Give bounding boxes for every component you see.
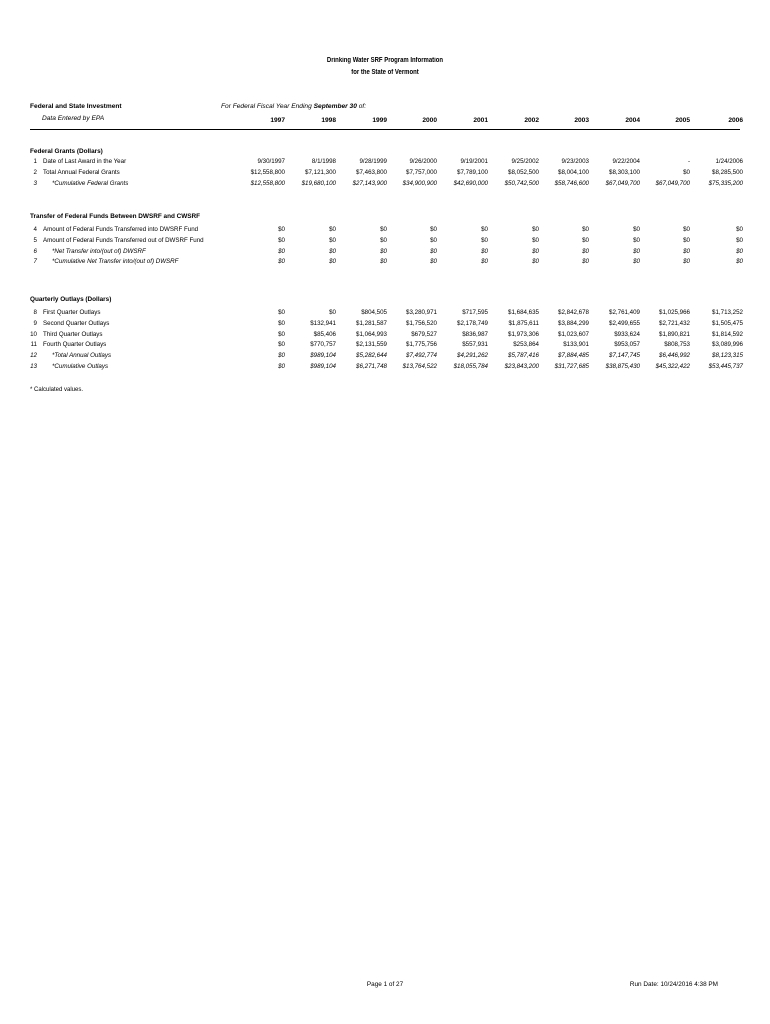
table-cell: $0 [532,226,539,233]
page-number: Page 1 of 27 [366,981,404,988]
table-cell: $0 [278,341,285,349]
year-header-4: 2001 [473,117,488,124]
table-cell: $1,775,756 [406,341,437,349]
table-cell: $0 [380,226,387,233]
ffy-prefix: For Federal Fiscal Year Ending [221,103,312,110]
row-number: 3 [33,179,37,187]
row-label: First Quarter Outlays [43,309,101,316]
table-cell: $0 [278,352,285,360]
table-cell: $2,761,409 [609,309,640,316]
table-cell: $0 [633,247,640,255]
fiscal-year-caption [221,101,366,113]
table-row [0,257,770,267]
table-cell: $0 [278,363,285,370]
table-cell: 9/30/1997 [257,158,285,165]
row-number: 12 [30,352,37,360]
row-number: 8 [33,309,37,316]
table-cell: $0 [278,247,285,255]
table-row [0,330,770,340]
year-header-9: 2006 [728,117,743,124]
table-cell: $6,446,992 [659,352,690,360]
table-cell: $132,941 [310,319,336,327]
table-cell: $7,492,774 [406,352,437,360]
table-cell: $8,123,315 [712,352,743,360]
table-cell: $804,505 [361,309,387,316]
table-row [0,225,770,235]
table-cell: $989,104 [310,352,336,360]
row-label: Fourth Quarter Outlays [43,341,107,349]
table-cell: $0 [430,236,437,244]
table-cell: $4,291,262 [457,352,488,360]
table-cell: $1,756,520 [406,319,437,327]
table-cell: $0 [329,247,336,255]
table-cell: $0 [380,236,387,244]
table-cell: $1,973,306 [508,330,539,338]
table-cell: $1,505,475 [712,319,743,327]
table-row [0,179,770,189]
table-cell: $1,064,993 [356,330,387,338]
row-number: 2 [33,168,37,176]
table-cell: $5,282,644 [356,352,387,360]
row-number: 13 [30,363,37,370]
table-cell: $85,406 [313,330,336,338]
table-cell: $3,884,299 [558,319,589,327]
year-header-7: 2004 [625,117,640,124]
table-cell: $1,281,587 [356,319,387,327]
table-cell: $1,875,611 [508,319,539,327]
table-cell: $0 [683,168,690,176]
table-cell: $0 [481,258,488,266]
table-cell: $7,789,100 [457,168,488,176]
row-number: 5 [33,236,37,244]
table-cell: $0 [532,236,539,244]
row-number: 4 [33,226,37,233]
table-cell: 9/28/1999 [359,158,387,165]
row-label: *Cumulative Outlays [52,363,109,370]
row-label: *Net Transfer into/(out of) DWSRF [52,247,146,255]
table-cell: $58,746,600 [554,179,589,187]
year-header-8: 2005 [675,117,690,124]
table-cell: $0 [278,319,285,327]
table-cell: $2,499,655 [609,319,640,327]
table-cell: $6,271,748 [356,363,387,370]
ffy-suffix: of: [358,103,367,110]
table-cell: $989,104 [310,363,336,370]
table-cell: $0 [736,226,743,233]
table-cell: $717,595 [462,309,488,316]
row-label: *Cumulative Net Transfer into/(out of) DWSRF [52,258,179,266]
table-cell: $1,890,821 [659,330,690,338]
table-cell: $67,049,700 [655,179,690,187]
table-cell: $5,787,416 [508,352,539,360]
table-cell: 8/1/1998 [311,158,336,165]
table-row [0,236,770,246]
row-number: 7 [33,258,37,266]
table-row [0,168,770,178]
table-cell: $8,285,500 [712,168,743,176]
table-cell: $0 [582,258,589,266]
table-cell: $1,025,966 [659,309,690,316]
section-title: Quarterly Outlays (Dollars) [30,296,112,303]
table-cell: $7,463,800 [356,168,387,176]
title-line-1: Drinking Water SRF Program Information [326,57,444,64]
table-cell: $0 [430,247,437,255]
table-cell: $12,558,800 [250,179,285,187]
footnote: * Calculated values. [30,387,84,393]
title-line-2: for the State of Vermont [351,69,419,76]
table-cell: $0 [633,226,640,233]
table-cell: 1/24/2006 [715,158,743,165]
year-header-1: 1998 [321,117,336,124]
table-cell: $23,843,200 [504,363,539,370]
table-cell: $0 [683,247,690,255]
table-cell: $0 [582,247,589,255]
table-cell: $38,875,430 [605,363,640,370]
table-cell: $253,864 [513,341,539,349]
table-cell: $557,931 [462,341,488,349]
row-number: 11 [30,341,37,349]
table-row [0,157,770,167]
table-cell: 9/22/2004 [612,158,640,165]
table-cell: $2,721,432 [659,319,690,327]
table-cell: $0 [532,258,539,266]
table-cell: $770,757 [310,341,336,349]
table-cell: $7,757,000 [406,168,437,176]
table-cell: $7,147,745 [609,352,640,360]
row-label: Third Quarter Outlays [43,330,103,338]
table-cell: $0 [329,226,336,233]
table-cell: $0 [481,247,488,255]
table-cell: $45,322,422 [655,363,690,370]
table-cell: $0 [633,236,640,244]
report-title [0,55,770,79]
year-header-3: 2000 [422,117,437,124]
section-title: Transfer of Federal Funds Between DWSRF and CWSRF [30,213,201,220]
table-cell: 9/25/2002 [511,158,539,165]
table-cell: $0 [430,258,437,266]
row-label: Date of Last Award in the Year [43,158,127,165]
table-cell: $0 [278,236,285,244]
table-cell: $0 [481,226,488,233]
table-cell: $2,178,749 [457,319,488,327]
table-row [0,340,770,350]
table-cell: $1,023,607 [558,330,589,338]
table-row [0,308,770,318]
table-cell: $0 [278,330,285,338]
table-cell: $18,055,784 [453,363,488,370]
table-row [0,247,770,257]
table-cell: $0 [430,226,437,233]
row-number: 9 [33,319,37,327]
table-cell: $50,742,500 [504,179,539,187]
table-cell: $13,764,522 [402,363,437,370]
table-row [0,362,770,372]
row-label: Total Annual Federal Grants [43,168,120,176]
table-cell: $1,684,635 [508,309,539,316]
table-cell: $933,624 [614,330,640,338]
investment-heading: Federal and State Investment [30,103,122,110]
table-cell: $133,901 [563,341,589,349]
table-row [0,319,770,329]
table-cell: 9/23/2003 [561,158,589,165]
table-cell: $12,558,800 [250,168,285,176]
header-rule [30,129,740,130]
table-cell: $8,052,500 [508,168,539,176]
table-cell: $42,690,000 [453,179,488,187]
table-cell: $3,089,996 [712,341,743,349]
year-header-2: 1999 [372,117,387,124]
table-cell: $0 [329,309,336,316]
table-cell: $7,121,300 [305,168,336,176]
row-label: *Total Annual Outlays [52,352,112,360]
table-cell: $31,727,685 [554,363,589,370]
table-cell: $679,527 [411,330,437,338]
table-cell: $0 [683,258,690,266]
table-cell: $19,680,100 [301,179,336,187]
table-cell: $1,814,592 [712,330,743,338]
table-cell: $2,842,678 [558,309,589,316]
table-cell: $8,303,100 [609,168,640,176]
table-cell: $0 [278,309,285,316]
table-cell: 9/19/2001 [460,158,488,165]
table-cell: $67,049,700 [605,179,640,187]
row-number: 10 [30,330,37,338]
row-label: *Cumulative Federal Grants [52,179,129,187]
row-label: Amount of Federal Funds Transferred into DWSRF Fund [43,226,199,233]
table-cell: $0 [582,226,589,233]
table-cell: $75,335,200 [708,179,743,187]
table-cell: $34,900,900 [402,179,437,187]
year-header-6: 2003 [574,117,589,124]
table-cell: $0 [278,226,285,233]
table-cell: $0 [380,258,387,266]
table-cell: $0 [736,236,743,244]
section-title: Federal Grants (Dollars) [30,148,103,155]
table-cell: $0 [633,258,640,266]
table-cell: $0 [329,236,336,244]
table-cell: $53,445,737 [708,363,743,370]
row-label: Amount of Federal Funds Transferred out of DWSRF Fund [43,236,204,244]
table-cell: $0 [532,247,539,255]
run-date: Run Date: 10/24/2016 4:38 PM [629,981,718,988]
table-cell: $0 [329,258,336,266]
table-cell: $0 [736,247,743,255]
table-cell: $0 [683,236,690,244]
table-cell: $808,753 [664,341,690,349]
table-cell: $27,143,900 [352,179,387,187]
table-cell: $8,004,100 [558,168,589,176]
year-header-5: 2002 [524,117,539,124]
table-cell: $0 [380,247,387,255]
table-row [0,351,770,361]
table-cell: $0 [582,236,589,244]
table-cell: $1,713,252 [712,309,743,316]
row-number: 6 [33,247,37,255]
row-label: Second Quarter Outlays [43,319,110,327]
table-cell: $953,057 [614,341,640,349]
table-cell: $0 [278,258,285,266]
table-cell: $2,131,559 [356,341,387,349]
ffy-date: September 30 [313,103,357,110]
table-cell: $0 [736,258,743,266]
data-source-label: Data Entered by EPA [42,115,105,122]
table-cell: $836,987 [462,330,488,338]
row-number: 1 [33,158,37,165]
table-cell: 9/26/2000 [409,158,437,165]
year-header-row [0,115,770,127]
year-header-0: 1997 [270,117,285,124]
table-cell: $3,280,971 [406,309,437,316]
table-cell: $0 [481,236,488,244]
table-cell: - [687,158,690,165]
table-cell: $0 [683,226,690,233]
table-cell: $7,884,485 [558,352,589,360]
